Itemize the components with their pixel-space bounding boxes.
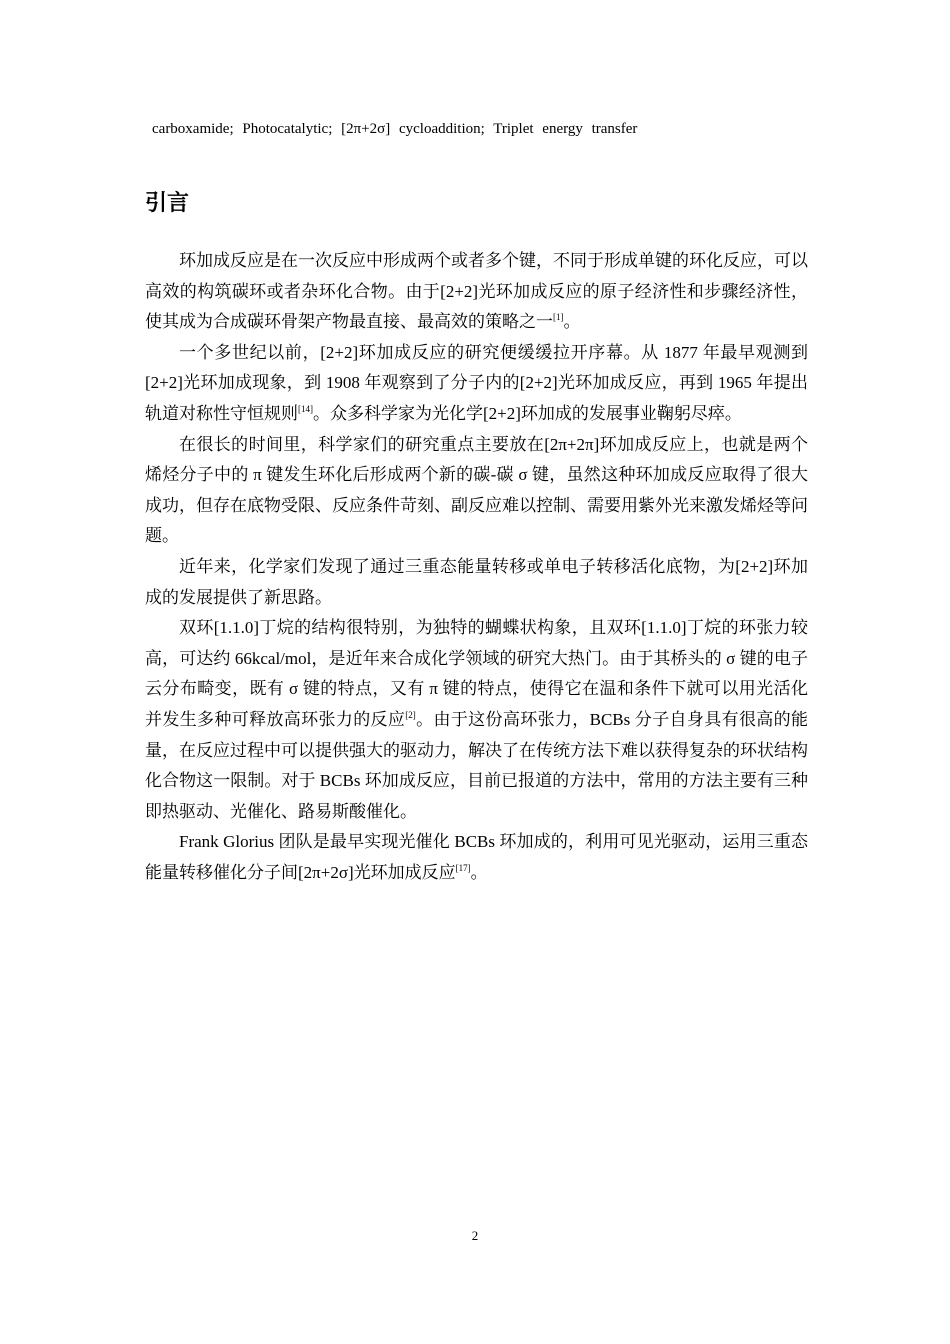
paragraph-6: Frank Glorius 团队是最早实现光催化 BCBs 环加成的，利用可见光驱动，运用三重态能量转移催化分子间[2π+2σ]光环加成反应[17]。: [145, 832, 808, 882]
paragraph-5: 双环[1.1.0]丁烷的结构很特别，为独特的蝴蝶状构象，且双环[1.1.0]丁烷的环张力较高，可达约 66kcal/mol，是近年来合成化学领域的研究大热门。由于其桥头的 σ 键的电子云分布畸变，既有 σ 键的特点，又有 π 键的特点，使得它在温和条件下就可以用光活化并发生多种可释放高环张力的反应[2]。由于这份高环张力，BCBs 分子自身具有很高的能量，在反应过程中可以提供强大的驱动力，解决了在传统方法下难以获得复杂的环状结构化合物这一限制。对于 BCBs 环加成反应，目前已报道的方法中，常用的方法主要有三种即热驱动、光催化、路易斯酸催化。: [145, 618, 809, 821]
paragraph-1: 环加成反应是在一次反应中形成两个或者多个键，不同于形成单键的环化反应，可以高效的构筑碳环或者杂环化合物。由于[2+2]光环加成反应的原子经济性和步骤经济性，使其成为合成碳环骨架产物最直接、最高效的策略之一[1]。: [145, 251, 808, 332]
keywords-line: carboxamide; Photocatalytic; [2π+2σ] cycloaddition; Triplet energy transfer: [152, 121, 638, 137]
citation-4: [17]: [455, 862, 471, 873]
citation-14: [14]: [298, 403, 313, 414]
paragraph-4: 近年来，化学家们发现了通过三重态能量转移或单电子转移活化底物，为[2+2]环加成的发展提供了新思路。: [145, 556, 808, 607]
citation-2: [2]: [405, 709, 416, 720]
citation-1: [1]: [553, 312, 564, 323]
page-number: 2: [471, 1228, 479, 1243]
paragraph-3: 在很长的时间里，科学家们的研究重点主要放在[2π+2π]环加成反应上，也就是两个烯烃分子中的 π 键发生环化后形成两个新的碳-碳 σ 键，虽然这种环加成反应取得了很大成功，但存在底物受限、反应条件苛刻、副反应难以控制、需要用紫外光来激发烯烃等问题。: [145, 434, 808, 546]
section-heading: 引言: [145, 191, 190, 216]
paragraph-2: 一个多世纪以前，[2+2]环加成反应的研究便缓缓拉开序幕。从 1877 年最早观测到[2+2]光环加成现象，到 1908 年观察到了分子内的[2+2]光环加成反应，再到 1965 年提出轨道对称性守恒规则[14]。众多科学家为光化学[2+2]环加成的发展事业鞠躬尽瘁。: [145, 342, 808, 423]
body-text: [145, 246, 808, 888]
